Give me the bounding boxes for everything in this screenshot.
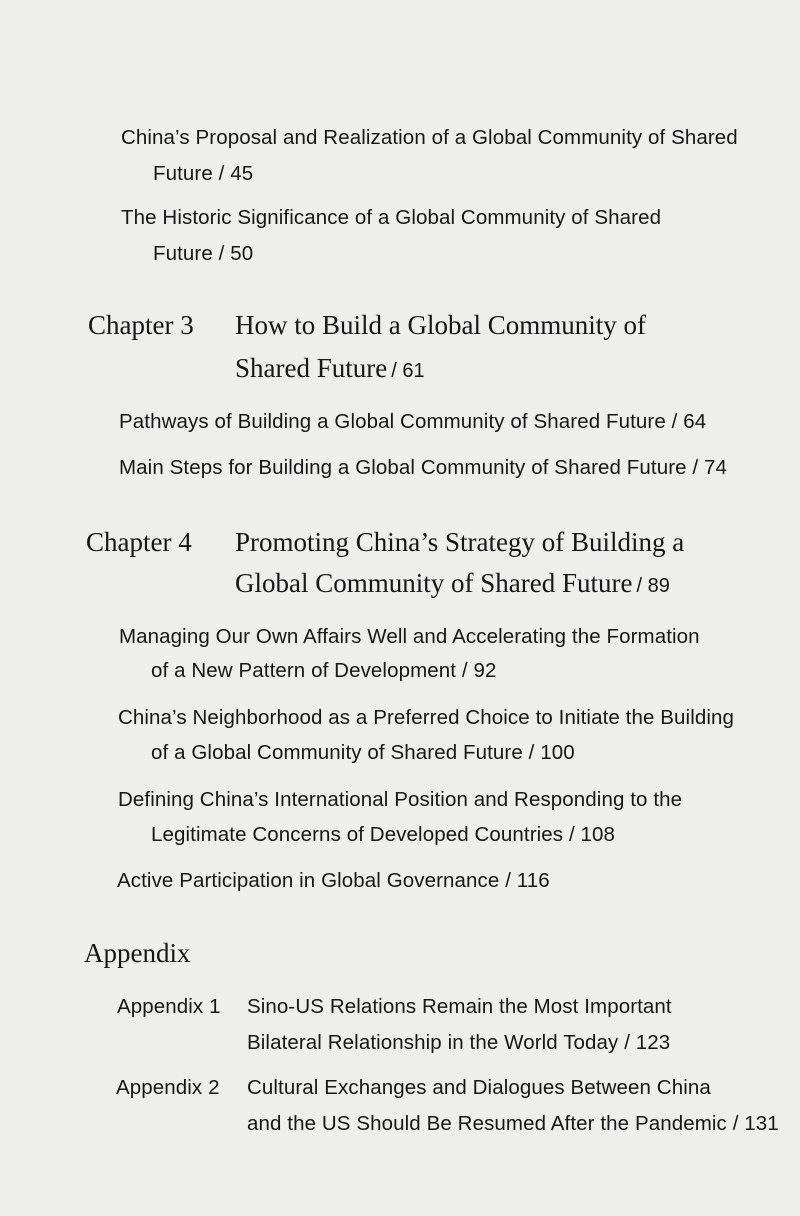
toc-entry-line: Future / 50 (153, 242, 254, 265)
toc-entry-line: Active Participation in Global Governance / 116 (117, 869, 550, 892)
toc-entry-line: Sino-US Relations Remain the Most Important (247, 995, 672, 1018)
appendix-label: Appendix 1 (117, 995, 221, 1018)
toc-entry-line: of a New Pattern of Development / 92 (151, 659, 497, 682)
toc-entry-line: China’s Proposal and Realization of a Global Community of Shared (121, 126, 738, 149)
chapter-title: Shared Future (235, 353, 388, 383)
toc-entry-line: and the US Should Be Resumed After the Pandemic / 131 (247, 1112, 779, 1135)
toc-entry-line: Managing Our Own Affairs Well and Accelerating the Formation (119, 625, 700, 648)
toc-entry-line: Main Steps for Building a Global Community of Shared Future / 74 (119, 456, 728, 479)
chapter-title: How to Build a Global Community of (235, 310, 646, 340)
toc-entry-line: China’s Neighborhood as a Preferred Choice to Initiate the Building (118, 706, 735, 729)
toc-entry-line: Cultural Exchanges and Dialogues Between China (247, 1076, 711, 1099)
chapter-title: Promoting China’s Strategy of Building a (235, 527, 685, 557)
chapter-number: Chapter 3 (88, 310, 194, 340)
chapter-page: / 89 (636, 575, 670, 597)
toc-entry-line: of a Global Community of Shared Future / 100 (151, 741, 575, 764)
chapter-title: Global Community of Shared Future (235, 568, 633, 598)
chapter-number: Chapter 4 (86, 527, 192, 557)
chapter-title-line2 (235, 568, 670, 599)
toc-entry-line: Pathways of Building a Global Community of Shared Future / 64 (119, 410, 707, 433)
toc-entry-line: Future / 45 (153, 162, 254, 185)
appendix-heading: Appendix (84, 938, 191, 968)
chapter-title-line2 (235, 353, 425, 384)
chapter-page: / 61 (391, 360, 425, 382)
toc-entry-line: Defining China’s International Position and Responding to the (118, 788, 683, 811)
toc-entry-line: The Historic Significance of a Global Community of Shared (121, 206, 662, 229)
toc-entry-line: Legitimate Concerns of Developed Countries / 108 (151, 823, 616, 846)
appendix-label: Appendix 2 (116, 1076, 220, 1099)
toc-entry-line: Bilateral Relationship in the World Today / 123 (247, 1031, 671, 1054)
